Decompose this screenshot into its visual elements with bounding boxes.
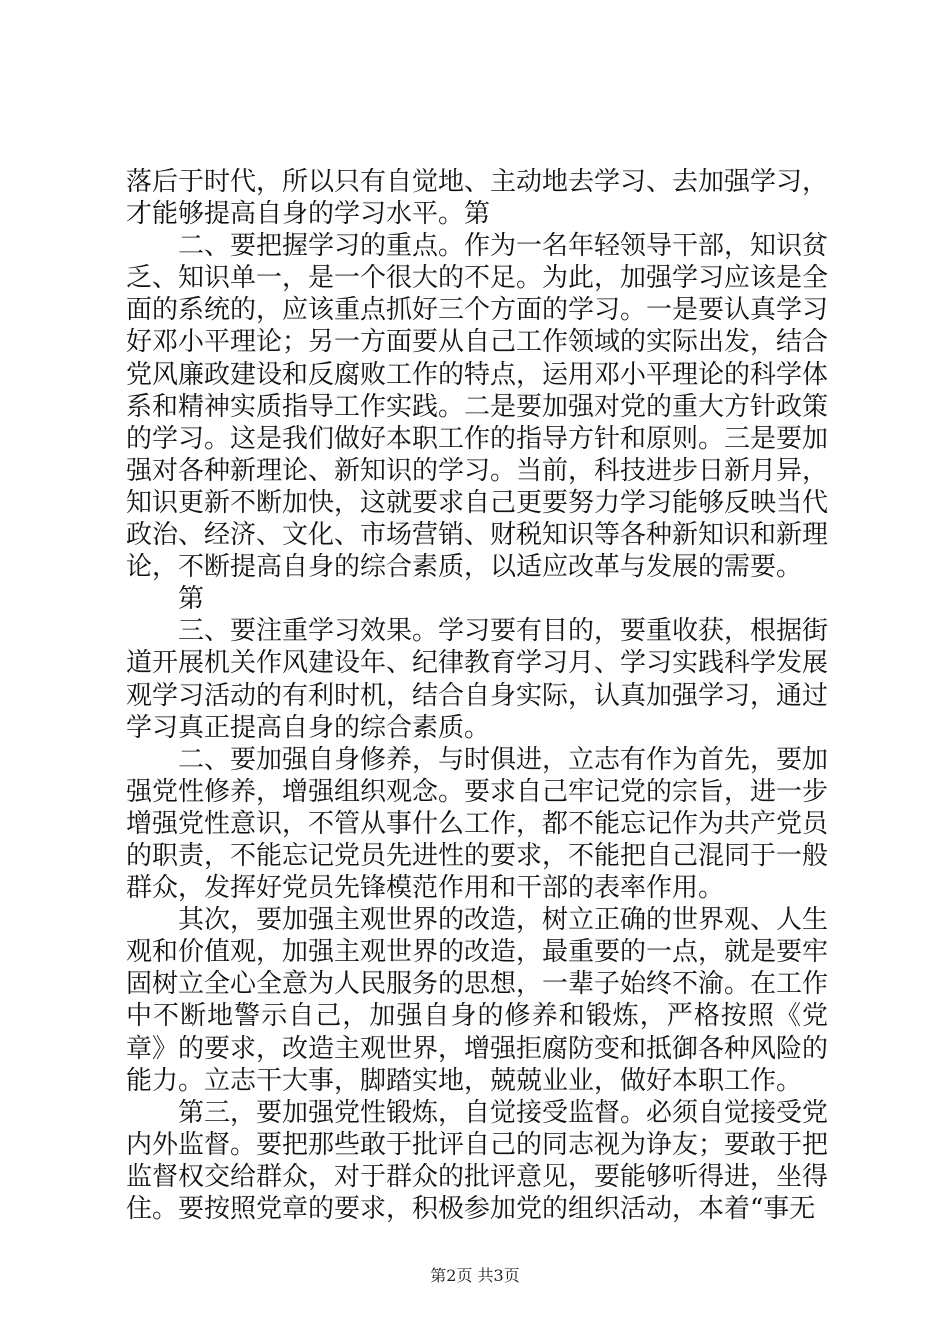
paragraph: 三、要注重学习效果。学习要有目的，要重收获，根据街道开展机关作风建设年、纪律教育学习月、学习实践科学发展观学习活动的有利时机，结合自身实际，认真加强学习，通过学习真正提高自身的综合素质。 xyxy=(126,616,829,743)
paragraph: 二、要加强自身修养，与时俱进，立志有作为首先，要加强党性修养，增强组织观念。要求自己牢记党的宗旨，进一步增强党性意识，不管从事什么工作，都不能忘记作为共产党员的职责，不能忘记党员先进性的要求，不能把自己混同于一般群众，发挥好党员先锋模范作用和干部的表率作用。 xyxy=(126,744,829,904)
paragraph: 第三，要加强党性锻炼，自觉接受监督。必须自觉接受党内外监督。要把那些敢于批评自己的同志视为诤友；要敢于把监督权交给群众，对于群众的批评意见，要能够听得进，坐得住。要按照党章的要求，积极参加党的组织活动，本着“事无 xyxy=(126,1097,829,1224)
paragraph: 其次，要加强主观世界的改造，树立正确的世界观、人生观和价值观，加强主观世界的改造，最重要的一点，就是要牢固树立全心全意为人民服务的思想，一辈子始终不渝。在工作中不断地警示自己，加强自身的修养和锻炼，严格按照《党章》的要求，改造主观世界，增强拒腐防变和抵御各种风险的能力。立志干大事，脚踏实地，兢兢业业，做好本职工作。 xyxy=(126,905,829,1096)
paragraph: 落后于时代，所以只有自觉地、主动地去学习、去加强学习，才能够提高自身的学习水平。第 xyxy=(126,167,829,230)
paragraph: 第 xyxy=(178,584,205,615)
document-body xyxy=(126,166,828,1225)
paragraph: 二、要把握学习的重点。作为一名年轻领导干部，知识贫乏、知识单一，是一个很大的不足。为此，加强学习应该是全面的系统的，应该重点抓好三个方面的学习。一是要认真学习好邓小平理论；另一方面要从自己工作领域的实际出发，结合党风廉政建设和反腐败工作的特点，运用邓小平理论的科学体系和精神实质指导工作实践。二是要加强对党的重大方针政策的学习。这是我们做好本职工作的指导方针和原则。三是要加强对各种新理论、新知识的学习。当前，科技进步日新月异，知识更新不断加快，这就要求自己更要努力学习能够反映当代政治、经济、文化、市场营销、财税知识等各种新知识和新理论，不断提高自身的综合素质，以适应改革与发展的需要。 xyxy=(126,231,829,583)
page-footer: 第2页 共3页 xyxy=(430,1266,520,1285)
